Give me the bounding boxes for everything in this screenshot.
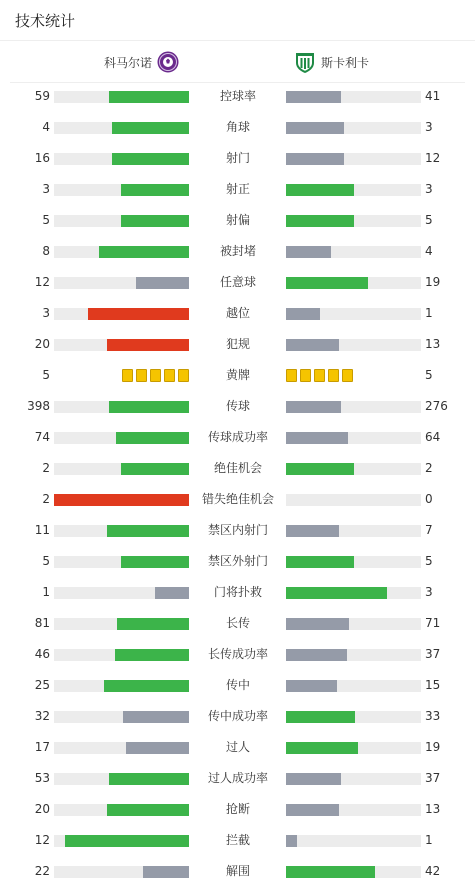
away-value: 33 [425, 709, 441, 723]
home-value: 12 [34, 275, 50, 289]
home-team[interactable] [104, 49, 180, 75]
home-bar-fill [123, 711, 189, 723]
away-value: 37 [425, 647, 441, 661]
away-value: 13 [425, 802, 441, 816]
stat-label: 绝佳机会 [213, 461, 262, 475]
home-bar-fill [107, 525, 189, 537]
yellow-card-icon [314, 369, 325, 382]
teams-bar [10, 41, 465, 83]
away-team[interactable] [293, 49, 369, 75]
away-value: 3 [425, 120, 433, 134]
away-bar-fill [286, 773, 341, 785]
stat-row [0, 732, 475, 763]
away-bar-track [286, 711, 421, 723]
away-bar-fill [286, 742, 358, 754]
away-bar-fill [286, 556, 354, 568]
home-bar-fill [88, 308, 189, 320]
away-value: 5 [425, 368, 433, 382]
away-bar-track [286, 153, 421, 165]
home-value: 8 [42, 244, 50, 258]
away-bar-track [286, 246, 421, 258]
home-bar-fill [65, 835, 189, 847]
stat-row [0, 236, 475, 267]
stat-row [0, 112, 475, 143]
stat-label: 长传成功率 [207, 647, 268, 661]
stat-row [0, 453, 475, 484]
stat-label: 传中成功率 [207, 709, 268, 723]
home-value: 2 [42, 492, 50, 506]
stat-row [0, 143, 475, 174]
yellow-card-icon [342, 369, 353, 382]
yellow-card-icon [286, 369, 297, 382]
away-value: 12 [425, 151, 441, 165]
stat-label: 抢断 [225, 802, 250, 816]
home-bar-fill [99, 246, 189, 258]
stat-row [0, 670, 475, 701]
away-team-name: 斯卡利卡 [321, 55, 370, 70]
home-value: 17 [34, 740, 50, 754]
home-bar-track [54, 277, 189, 289]
away-value: 4 [425, 244, 433, 258]
home-value: 3 [42, 306, 50, 320]
stat-row [0, 639, 475, 670]
home-value: 398 [27, 399, 50, 413]
home-bar-track [54, 246, 189, 258]
away-bar-track [286, 866, 421, 878]
stat-row [0, 825, 475, 856]
home-value: 53 [34, 771, 50, 785]
home-value: 5 [42, 554, 50, 568]
stat-row [0, 515, 475, 546]
stat-row [0, 794, 475, 825]
away-value: 15 [425, 678, 441, 692]
stat-label: 任意球 [219, 275, 256, 289]
home-bar-track [54, 91, 189, 103]
stat-label: 解围 [225, 864, 250, 878]
stat-label: 长传 [225, 616, 250, 630]
home-value: 5 [42, 368, 50, 382]
stat-label: 传球成功率 [207, 430, 268, 444]
home-bar-track [54, 463, 189, 475]
stat-label: 传中 [225, 678, 250, 692]
home-bar-track [54, 215, 189, 227]
home-bar-track [54, 804, 189, 816]
away-value: 1 [425, 306, 433, 320]
home-bar-fill [121, 463, 189, 475]
stat-row [0, 360, 475, 391]
away-bar-fill [286, 91, 341, 103]
away-bar-fill [286, 618, 349, 630]
stat-row [0, 422, 475, 453]
away-bar-fill [286, 866, 375, 878]
home-bar-fill [117, 618, 189, 630]
away-bar-track [286, 773, 421, 785]
away-value: 5 [425, 554, 433, 568]
stat-label: 禁区内射门 [207, 523, 268, 537]
home-team-name: 科马尔诺 [103, 55, 152, 70]
away-bar-track [286, 618, 421, 630]
away-bar-fill [286, 184, 354, 196]
stat-label: 控球率 [219, 89, 256, 103]
home-value: 3 [42, 182, 50, 196]
home-value: 16 [34, 151, 50, 165]
away-bar-fill [286, 401, 341, 413]
stat-row [0, 484, 475, 515]
away-bar-fill [286, 680, 337, 692]
home-bar-track [54, 308, 189, 320]
stat-row [0, 577, 475, 608]
away-bar-fill [286, 215, 354, 227]
home-bar-track [54, 401, 189, 413]
stat-row [0, 298, 475, 329]
home-bar-track [54, 556, 189, 568]
skalica-crest-icon [293, 50, 317, 74]
away-value: 37 [425, 771, 441, 785]
away-bar-track [286, 835, 421, 847]
home-bar-track [54, 711, 189, 723]
home-bar-fill [107, 339, 189, 351]
away-bar-fill [286, 246, 331, 258]
away-bar-track [286, 432, 421, 444]
home-bar-track [54, 618, 189, 630]
home-bar-fill [112, 153, 189, 165]
home-bar-fill [143, 866, 189, 878]
away-bar-fill [286, 339, 339, 351]
away-value: 0 [425, 492, 433, 506]
home-bar-fill [109, 91, 189, 103]
away-bar-track [286, 556, 421, 568]
yellow-card-icon [150, 369, 161, 382]
home-bar-track [54, 184, 189, 196]
home-bar-track [54, 835, 189, 847]
away-bar-fill [286, 835, 297, 847]
home-bar-fill [126, 742, 189, 754]
stat-label: 越位 [225, 306, 250, 320]
home-value: 74 [34, 430, 50, 444]
stat-label: 射门 [225, 151, 250, 165]
away-bar-track [286, 339, 421, 351]
home-bar-track [54, 432, 189, 444]
header [0, 0, 475, 41]
home-bar-fill [109, 773, 189, 785]
away-value: 7 [425, 523, 433, 537]
away-bar-fill [286, 711, 355, 723]
home-bar-fill [121, 215, 189, 227]
away-value: 5 [425, 213, 433, 227]
away-bar-track [286, 649, 421, 661]
home-bar-track [54, 587, 189, 599]
yellow-card-icon [136, 369, 147, 382]
away-bar-track [286, 91, 421, 103]
komarno-crest-icon [156, 50, 180, 74]
home-bar-fill [107, 804, 189, 816]
away-value: 19 [425, 740, 441, 754]
away-value: 3 [425, 182, 433, 196]
home-value: 4 [42, 120, 50, 134]
stat-label: 过人成功率 [207, 771, 268, 785]
away-bar-fill [286, 649, 347, 661]
yellow-card-icon [164, 369, 175, 382]
home-value: 20 [34, 802, 50, 816]
away-bar-fill [286, 587, 387, 599]
stat-label: 错失绝佳机会 [201, 492, 274, 506]
away-value: 42 [425, 864, 441, 878]
away-bar-track [286, 587, 421, 599]
home-bar-fill [116, 432, 189, 444]
home-bar-track [54, 122, 189, 134]
home-value: 59 [34, 89, 50, 103]
away-value: 2 [425, 461, 433, 475]
home-value: 32 [34, 709, 50, 723]
stat-row [0, 205, 475, 236]
home-value: 2 [42, 461, 50, 475]
away-value: 71 [425, 616, 441, 630]
away-bar-track [286, 742, 421, 754]
home-bar-track [54, 339, 189, 351]
away-value: 13 [425, 337, 441, 351]
stat-label: 射偏 [225, 213, 250, 227]
home-bar-fill [155, 587, 189, 599]
home-bar-fill [54, 494, 189, 506]
home-bar-fill [104, 680, 189, 692]
away-bar-track [286, 184, 421, 196]
away-value: 3 [425, 585, 433, 599]
away-bar-track [286, 215, 421, 227]
stat-label: 角球 [225, 120, 250, 134]
home-value: 81 [34, 616, 50, 630]
away-bar-fill [286, 277, 368, 289]
away-bar-fill [286, 308, 320, 320]
away-bar-track [286, 525, 421, 537]
stat-row [0, 174, 475, 205]
stat-label: 过人 [225, 740, 250, 754]
away-value: 19 [425, 275, 441, 289]
away-yellow-cards [286, 369, 353, 382]
home-bar-fill [136, 277, 189, 289]
away-bar-fill [286, 122, 344, 134]
home-value: 20 [34, 337, 50, 351]
home-bar-track [54, 866, 189, 878]
home-bar-track [54, 649, 189, 661]
stat-label: 传球 [225, 399, 250, 413]
home-value: 22 [34, 864, 50, 878]
away-value: 41 [425, 89, 441, 103]
stat-row [0, 81, 475, 112]
home-bar-track [54, 742, 189, 754]
away-bar-track [286, 463, 421, 475]
home-value: 25 [34, 678, 50, 692]
away-bar-track [286, 494, 421, 506]
away-bar-fill [286, 153, 344, 165]
stat-label: 犯规 [225, 337, 250, 351]
away-bar-track [286, 680, 421, 692]
away-bar-track [286, 308, 421, 320]
home-bar-fill [109, 401, 189, 413]
home-bar-track [54, 680, 189, 692]
stat-row [0, 546, 475, 577]
stat-row [0, 608, 475, 639]
stat-row [0, 763, 475, 794]
stat-label: 禁区外射门 [207, 554, 268, 568]
yellow-card-icon [178, 369, 189, 382]
home-value: 1 [42, 585, 50, 599]
away-bar-fill [286, 525, 339, 537]
home-bar-track [54, 773, 189, 785]
away-bar-track [286, 804, 421, 816]
away-bar-fill [286, 432, 348, 444]
home-bar-track [54, 153, 189, 165]
home-value: 5 [42, 213, 50, 227]
stat-row [0, 391, 475, 422]
away-value: 276 [425, 399, 448, 413]
home-value: 11 [34, 523, 50, 537]
away-bar-fill [286, 804, 339, 816]
home-value: 12 [34, 833, 50, 847]
away-bar-track [286, 122, 421, 134]
stat-label: 黄牌 [225, 368, 250, 382]
home-bar-fill [115, 649, 189, 661]
stat-row [0, 856, 475, 887]
away-bar-track [286, 401, 421, 413]
page-title: 技术统计 [15, 12, 76, 30]
stat-label: 射正 [225, 182, 250, 196]
away-value: 64 [425, 430, 441, 444]
stat-label: 拦截 [225, 833, 250, 847]
stat-row [0, 701, 475, 732]
home-bar-track [54, 525, 189, 537]
away-value: 1 [425, 833, 433, 847]
stat-label: 门将扑救 [213, 585, 262, 599]
yellow-card-icon [122, 369, 133, 382]
home-value: 46 [34, 647, 50, 661]
away-bar-fill [286, 463, 354, 475]
home-bar-track [54, 494, 189, 506]
stat-row [0, 267, 475, 298]
stat-label: 被封堵 [219, 244, 256, 258]
stat-row [0, 329, 475, 360]
home-yellow-cards [122, 369, 189, 382]
home-bar-fill [121, 556, 189, 568]
yellow-card-icon [300, 369, 311, 382]
away-bar-track [286, 277, 421, 289]
yellow-card-icon [328, 369, 339, 382]
home-bar-fill [112, 122, 189, 134]
home-bar-fill [121, 184, 189, 196]
